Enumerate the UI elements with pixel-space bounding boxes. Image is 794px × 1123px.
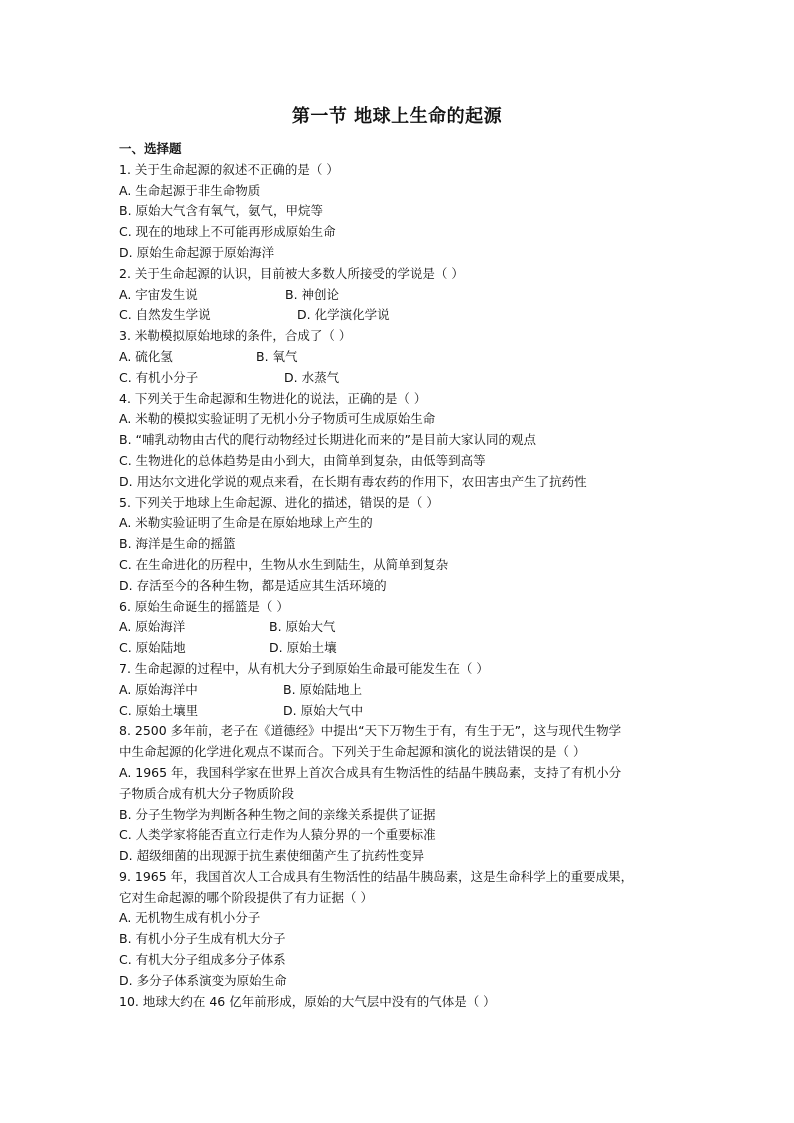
question-9-stem-line-2: 它对生命起源的哪个阶段提供了有力证据（ ） [119, 889, 373, 905]
question-6-option-a: A. 原始海洋 [119, 619, 186, 635]
question-9-option-c: C. 有机大分子组成多分子体系 [119, 952, 286, 968]
question-9-option-a: A. 无机物生成有机小分子 [119, 910, 261, 926]
question-2-options-cd [119, 305, 679, 326]
question-3-options-cd [119, 368, 679, 389]
question-7-option-d: D. 原始大气中 [283, 702, 364, 718]
question-5-stem: 5. 下列关于地球上生命起源、进化的描述，错误的是（ ） [119, 494, 439, 510]
question-8-stem-line-1: 8. 2500 多年前，老子在《道德经》中提出“天下万物生于有，有生于无”，这与现代生物学 [119, 723, 622, 739]
question-8-option-d: D. 超级细菌的出现源于抗生素使细菌产生了抗药性变异 [119, 848, 425, 864]
question-5-option-a: A. 米勒实验证明了生命是在原始地球上产生的 [119, 515, 373, 531]
question-2-option-a: A. 宇宙发生说 [119, 286, 198, 302]
question-8-option-c: C. 人类学家将能否直立行走作为人猿分界的一个重要标准 [119, 827, 436, 843]
question-8-stem-line-2: 中生命起源的化学进化观点不谋而合。下列关于生命起源和演化的说法错误的是（ ） [119, 744, 586, 760]
question-1-option-d: D. 原始生命起源于原始海洋 [119, 244, 275, 260]
question-10-stem: 10. 地球大约在 46 亿年前形成，原始的大气层中没有的气体是（ ） [119, 993, 496, 1009]
question-2-option-c: C. 自然发生学说 [119, 307, 211, 323]
question-3-option-d: D. 水蒸气 [284, 369, 340, 385]
question-4-option-c: C. 生物进化的总体趋势是由小到大，由简单到复杂，由低等到高等 [119, 452, 486, 468]
question-3-stem: 3. 米勒模拟原始地球的条件，合成了（ ） [119, 328, 352, 344]
question-1-stem: 1. 关于生命起源的叙述不正确的是（ ） [119, 161, 339, 177]
question-2-option-d: D. 化学演化学说 [297, 307, 390, 323]
question-8-option-a-line-1: A. 1965 年，我国科学家在世界上首次合成具有生物活性的结晶牛胰岛素，支持了有机小分 [119, 764, 622, 780]
question-4-stem: 4. 下列关于生命起源和生物进化的说法，正确的是（ ） [119, 390, 427, 406]
question-5-option-c: C. 在生命进化的历程中，生物从水生到陆生，从简单到复杂 [119, 556, 449, 572]
question-3-option-a: A. 硫化氢 [119, 348, 173, 364]
question-4-option-a: A. 米勒的模拟实验证明了无机小分子物质可生成原始生命 [119, 411, 436, 427]
question-1-option-b: B. 原始大气含有氧气，氨气，甲烷等 [119, 203, 324, 219]
question-3-option-b: B. 氧气 [256, 348, 298, 364]
question-3-option-c: C. 有机小分子 [119, 369, 199, 385]
question-2-option-b: B. 神创论 [285, 286, 340, 302]
question-4-option-d: D. 用达尔文进化学说的观点来看，在长期有毒农药的作用下，农田害虫产生了抗药性 [119, 473, 587, 489]
page-title: 第一节 地球上生命的起源 [291, 106, 503, 127]
question-9-stem-line-1: 9. 1965 年，我国首次人工合成具有生物活性的结晶牛胰岛素，这是生命科学上的重要成果， [119, 868, 634, 884]
question-6-option-c: C. 原始陆地 [119, 640, 186, 656]
question-7-option-a: A. 原始海洋中 [119, 681, 198, 697]
question-7-option-b: B. 原始陆地上 [283, 681, 363, 697]
question-5-option-b: B. 海洋是生命的摇篮 [119, 536, 236, 552]
question-1-option-a: A. 生命起源于非生命物质 [119, 182, 261, 198]
question-1-option-c: C. 现在的地球上不可能再形成原始生命 [119, 224, 336, 240]
question-6-stem: 6. 原始生命诞生的摇篮是（ ） [119, 598, 289, 614]
question-2-options-ab [119, 285, 679, 306]
question-list [119, 139, 679, 1012]
question-9-option-d: D. 多分子体系演变为原始生命 [119, 972, 287, 988]
question-7-options-cd [119, 701, 679, 722]
question-7-option-c: C. 原始土壤里 [119, 702, 199, 718]
question-6-options-ab [119, 617, 679, 638]
question-6-option-b: B. 原始大气 [269, 619, 336, 635]
question-3-options-ab [119, 347, 679, 368]
question-4-option-b: B. “哺乳动物由古代的爬行动物经过长期进化而来的”是目前大家认同的观点 [119, 432, 536, 448]
question-7-stem: 7. 生命起源的过程中，从有机大分子到原始生命最可能发生在（ ） [119, 660, 489, 676]
question-5-option-d: D. 存活至今的各种生物，都是适应其生活环境的 [119, 577, 387, 593]
question-6-options-cd [119, 638, 679, 659]
question-6-option-d: D. 原始土壤 [269, 640, 337, 656]
question-8-option-b: B. 分子生物学为判断各种生物之间的亲缘关系提供了证据 [119, 806, 436, 822]
question-7-options-ab [119, 680, 679, 701]
question-9-option-b: B. 有机小分子生成有机大分子 [119, 931, 286, 947]
question-8-option-a-line-2: 子物质合成有机大分子物质阶段 [119, 785, 295, 801]
section-heading: 一、选择题 [119, 141, 182, 156]
question-2-stem: 2. 关于生命起源的认识，目前被大多数人所接受的学说是（ ） [119, 265, 464, 281]
